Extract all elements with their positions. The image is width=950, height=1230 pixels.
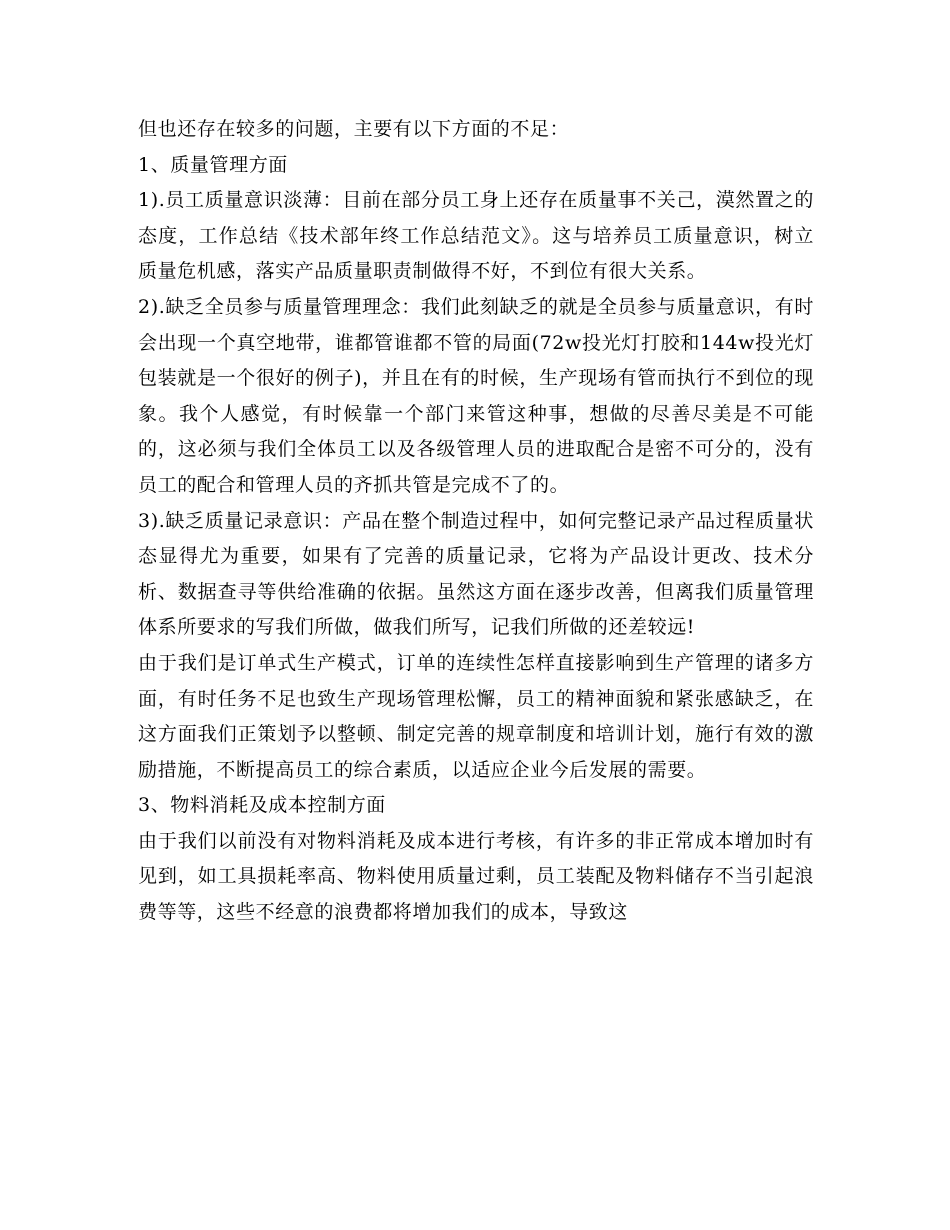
paragraph-order-production: 由于我们是订单式生产模式，订单的连续性怎样直接影响到生产管理的诸多方面，有时任务不足也致生产现场管理松懈，员工的精神面貌和紧张感缺乏，在这方面我们正策划予以整顿、制定完善的规章制度和培训计划，施行有效的激励措施，不断提高员工的综合素质，以适应企业今后发展的需要。 [138, 651, 814, 781]
paragraph-full-participation: 2).缺乏全员参与质量管理理念：我们此刻缺乏的就是全员参与质量意识，有时会出现一个真空地带，谁都管谁都不管的局面(72w投光灯打胶和144w投光灯包装就是一个很好的例子)，并且在有的时候，生产现场有管而执行不到位的现象。我个人感觉，有时候靠一个部门来管这种事，想做的尽善尽美是不可能的，这必须与我们全体员工以及各级管理人员的进取配合是密不可分的，没有员工的配合和管理人员的齐抓共管是完成不了的。 [138, 295, 814, 496]
section-heading-materials-cost: 3、物料消耗及成本控制方面 [138, 794, 386, 817]
document-body [138, 112, 814, 931]
paragraph-materials-cost: 由于我们以前没有对物料消耗及成本进行考核，有许多的非正常成本增加时有见到，如工具损耗率高、物料使用质量过剩，员工装配及物料储存不当引起浪费等等，这些不经意的浪费都将增加我们的成本，导致这 [138, 829, 814, 924]
paragraph-intro: 但也还存在较多的问题，主要有以下方面的不足： [138, 118, 570, 140]
paragraph-quality-records: 3).缺乏质量记录意识：产品在整个制造过程中，如何完整记录产品过程质量状态显得尤为重要，如果有了完善的质量记录，它将为产品设计更改、技术分析、数据查寻等供给准确的依据。虽然这方面在逐步改善，但离我们质量管理体系所要求的写我们所做，做我们所写，记我们所做的还差较远! [138, 509, 814, 639]
paragraph-quality-awareness: 1).员工质量意识淡薄：目前在部分员工身上还存在质量事不关己，漠然置之的态度，工作总结《技术部年终工作总结范文》。这与培养员工质量意识，树立质量危机感，落实产品质量职责制做得不好，不到位有很大关系。 [138, 189, 814, 283]
section-heading-quality: 1、质量管理方面 [138, 153, 288, 176]
